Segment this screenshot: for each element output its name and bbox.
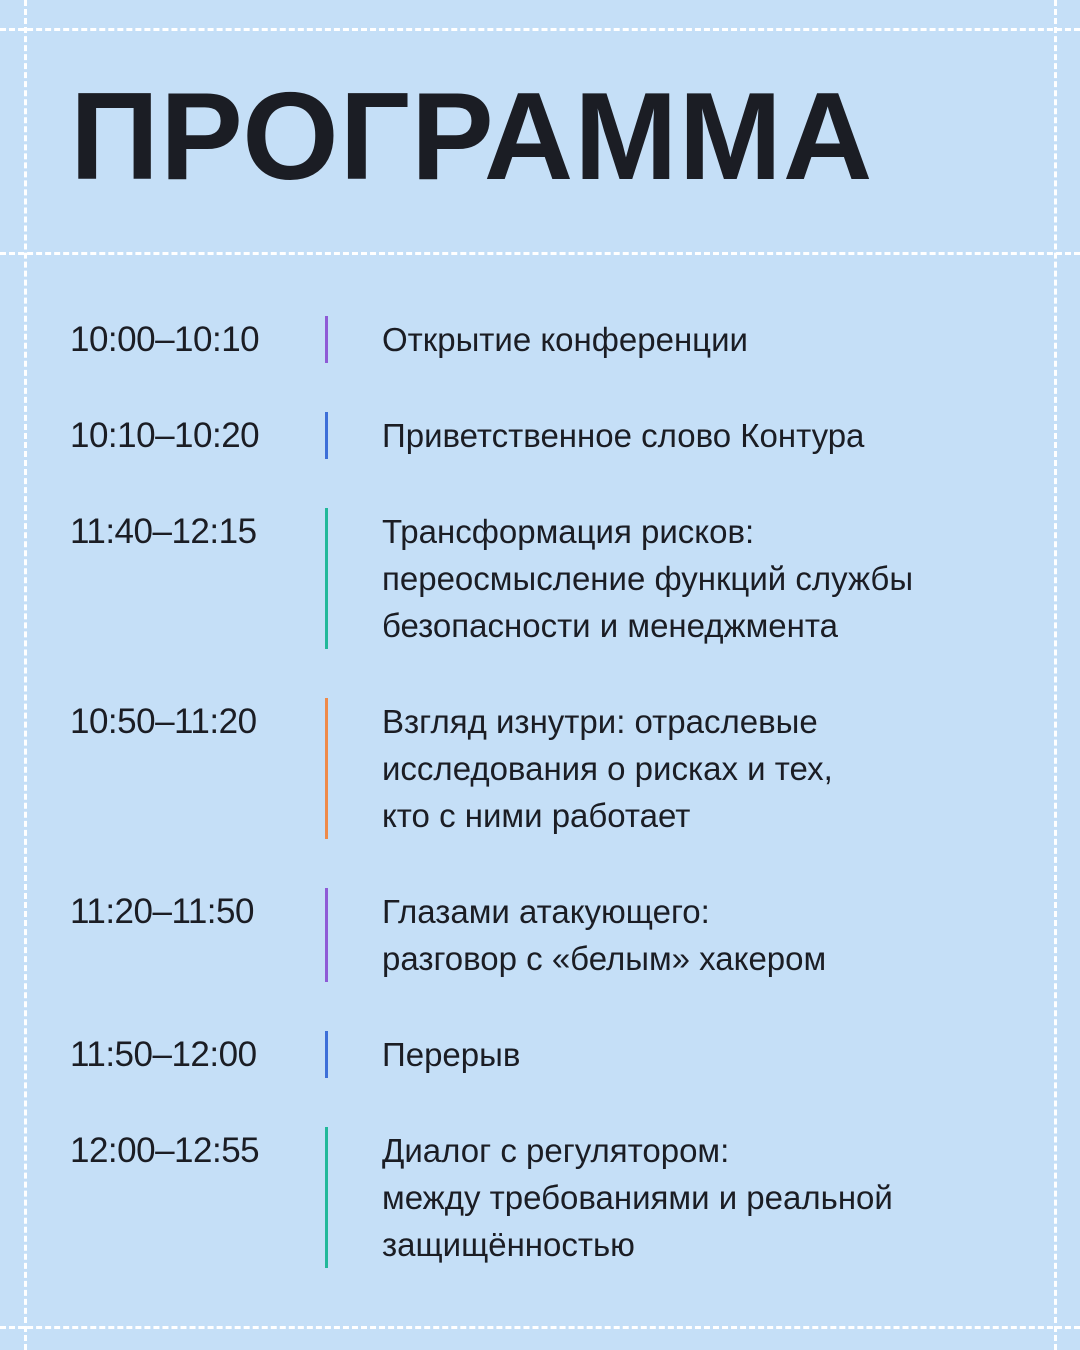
schedule-description bbox=[382, 888, 1022, 982]
accent-bar bbox=[325, 412, 328, 459]
accent-bar bbox=[325, 1031, 328, 1078]
schedule-description bbox=[382, 1031, 1022, 1078]
accent-bar bbox=[325, 1127, 328, 1268]
description-line: между требованиями и реальной bbox=[382, 1179, 893, 1216]
schedule-item bbox=[0, 1127, 1080, 1268]
description-line: Взгляд изнутри: отраслевые bbox=[382, 703, 818, 740]
description-line: Приветственное слово Контура bbox=[382, 417, 865, 454]
description-line: кто с ними работает bbox=[382, 797, 691, 834]
schedule-item bbox=[0, 508, 1080, 649]
schedule-item bbox=[0, 1031, 1080, 1078]
schedule-item bbox=[0, 888, 1080, 982]
accent-bar bbox=[325, 888, 328, 982]
description-line: безопасности и менеджмента bbox=[382, 607, 838, 644]
description-line: разговор с «белым» хакером bbox=[382, 940, 827, 977]
schedule-time: 10:10–10:20 bbox=[70, 416, 260, 455]
schedule-time: 10:00–10:10 bbox=[70, 320, 260, 359]
description-line: Глазами атакующего: bbox=[382, 893, 710, 930]
schedule-time: 11:50–12:00 bbox=[70, 1035, 257, 1074]
description-line: Перерыв bbox=[382, 1036, 521, 1073]
schedule-description bbox=[382, 698, 1022, 839]
schedule-time: 11:40–12:15 bbox=[70, 512, 257, 551]
accent-bar bbox=[325, 508, 328, 649]
schedule-item bbox=[0, 412, 1080, 459]
description-line: Диалог с регулятором: bbox=[382, 1132, 730, 1169]
accent-bar bbox=[325, 316, 328, 363]
description-line: переосмысление функций службы bbox=[382, 560, 914, 597]
page-title: ПРОГРАММА bbox=[70, 68, 874, 206]
description-line: Трансформация рисков: bbox=[382, 513, 755, 550]
schedule-description bbox=[382, 1127, 1022, 1268]
schedule-time: 12:00–12:55 bbox=[70, 1131, 260, 1170]
description-line: Открытие конференции bbox=[382, 321, 748, 358]
schedule-description bbox=[382, 412, 1022, 459]
schedule-time: 11:20–11:50 bbox=[70, 892, 254, 931]
description-line: защищённостью bbox=[382, 1226, 635, 1263]
schedule-time: 10:50–11:20 bbox=[70, 702, 257, 741]
accent-bar bbox=[325, 698, 328, 839]
schedule-item bbox=[0, 316, 1080, 363]
schedule-item bbox=[0, 698, 1080, 839]
description-line: исследования о рисках и тех, bbox=[382, 750, 833, 787]
schedule-description bbox=[382, 508, 1022, 649]
schedule-description bbox=[382, 316, 1022, 363]
